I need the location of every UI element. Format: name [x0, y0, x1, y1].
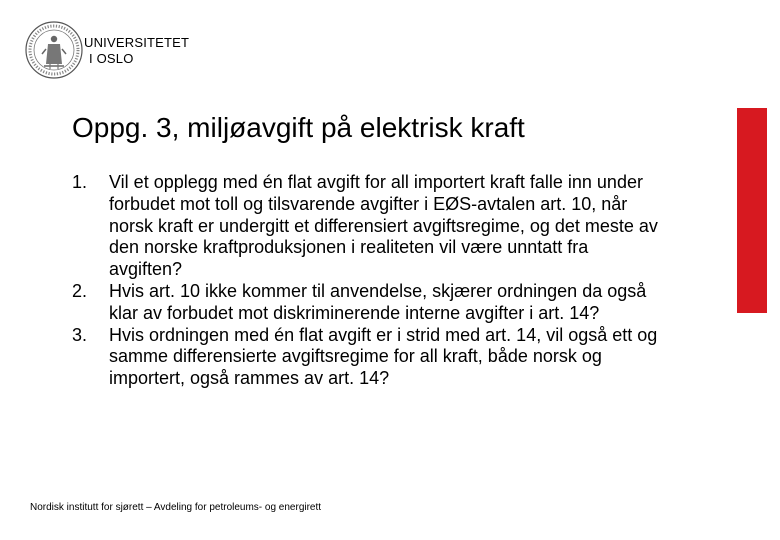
- list-item: [72, 325, 662, 390]
- institution-name: [84, 35, 189, 67]
- question-list: [72, 172, 662, 390]
- list-item-number: 2.: [72, 280, 88, 301]
- list-item-text: Hvis art. 10 ikke kommer til anvendelse, skjærer ordningen da også klar av forbudet mot diskriminerende interne avgifter i art. 14?: [109, 280, 647, 323]
- list-item-number: 3.: [72, 324, 88, 345]
- list-item-number: 1.: [72, 172, 88, 192]
- list-item-text: Hvis ordningen med én flat avgift er i strid med art. 14, vil også ett og samme differensierte avgiftsregime for all kraft, både norsk og importert, også rammes av art. 14?: [109, 324, 658, 389]
- institution-line-1: UNIVERSITETET: [84, 35, 190, 50]
- list-item: [72, 172, 662, 281]
- institution-line-2: I OSLO: [89, 51, 134, 66]
- footer-text: Nordisk institutt for sjørett – Avdeling for petroleums- og energirett: [30, 502, 322, 513]
- slide-title: Oppg. 3, miljøavgift på elektrisk kraft: [72, 112, 525, 143]
- list-item-text: Vil et opplegg med én flat avgift for all importert kraft falle inn under forbudet mot toll og tilsvarende avgifter i EØS-avtalen art. 10, når norsk kraft er undergitt et differensiert avgiftsregime, og det meste av den norske kraftproduksjonen i realiteten vil være unntatt fra avgiften?: [109, 172, 658, 280]
- university-seal-icon: [24, 20, 84, 80]
- accent-bar: [737, 108, 767, 313]
- list-item: [72, 281, 662, 325]
